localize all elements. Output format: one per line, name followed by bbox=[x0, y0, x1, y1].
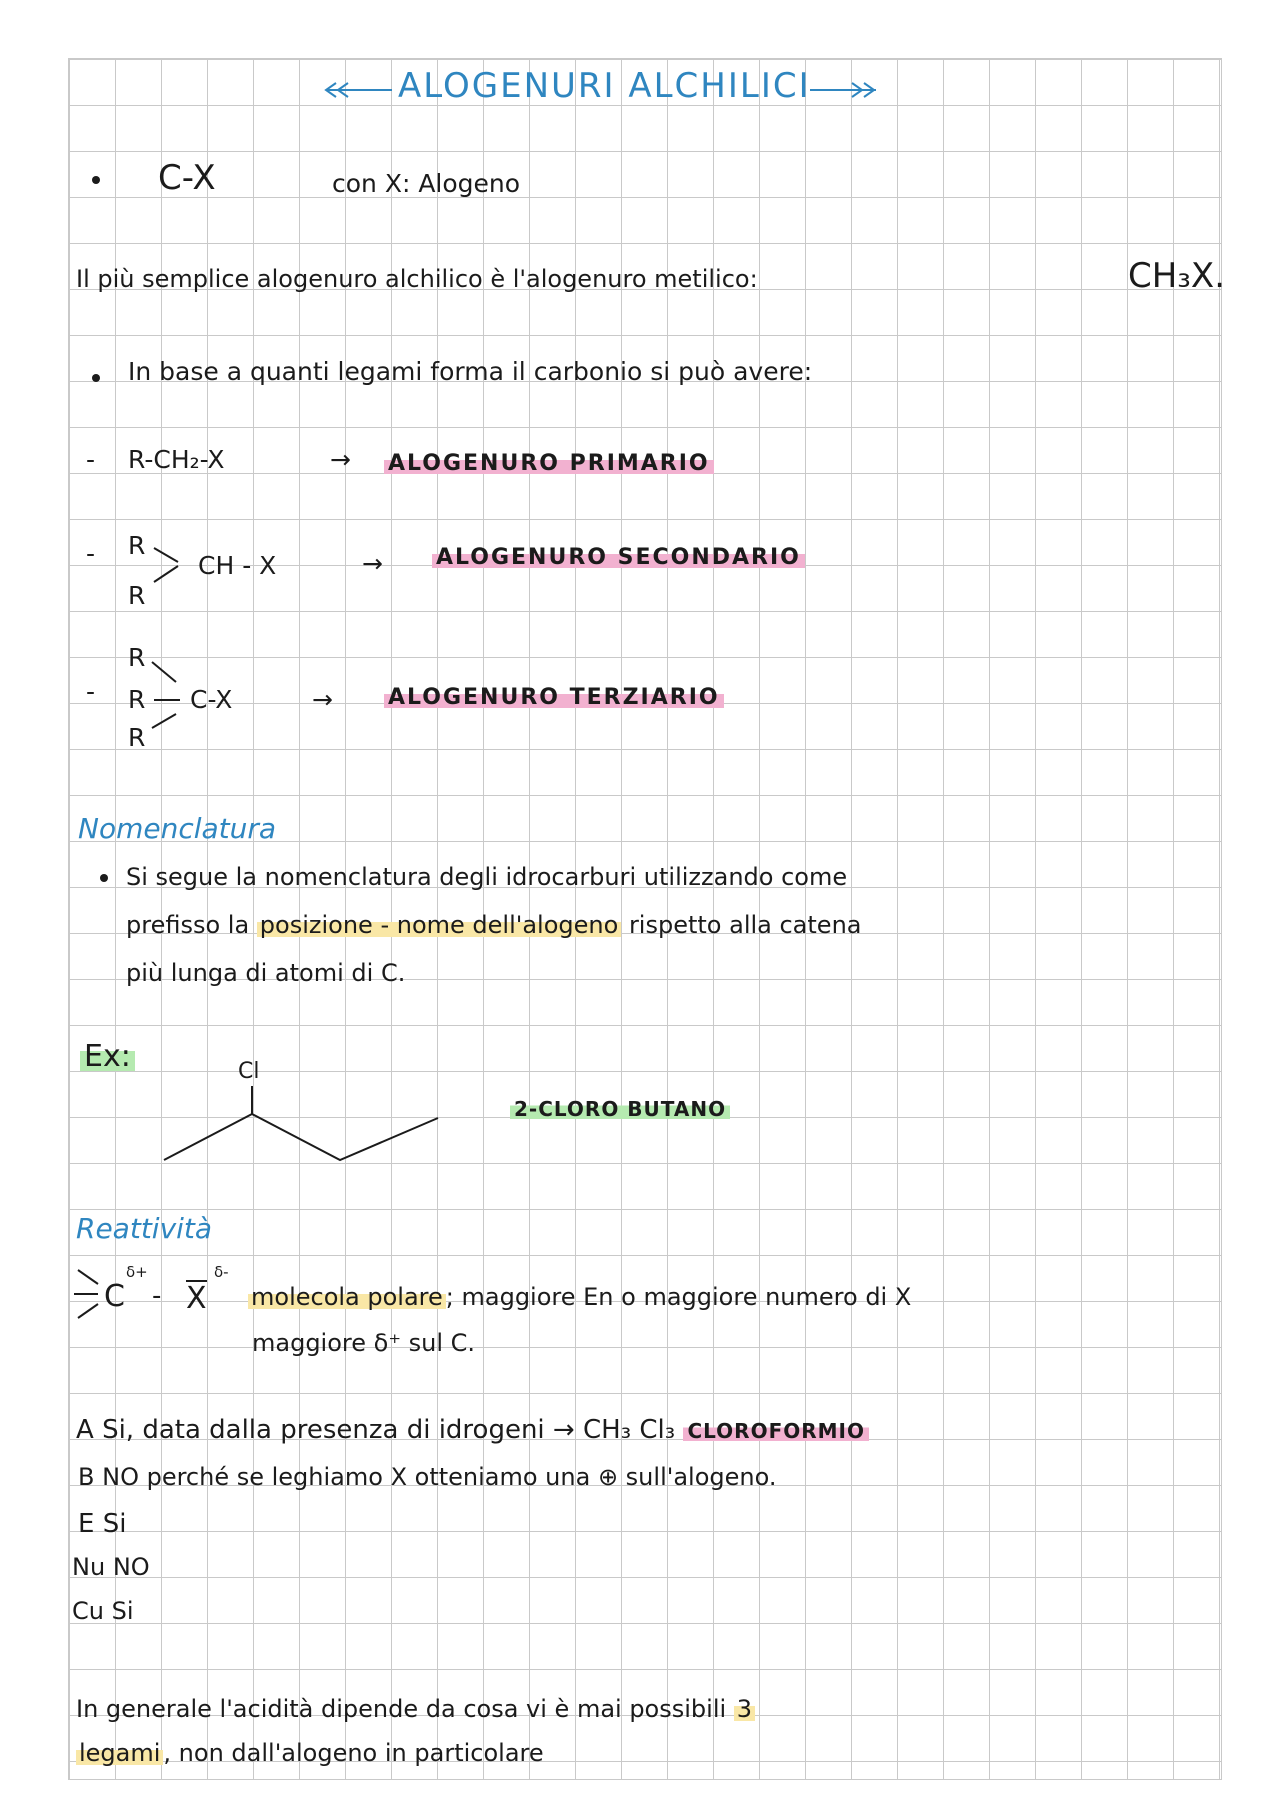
example-label: Ex: bbox=[80, 1040, 135, 1073]
classification-intro: In base a quanti legami forma il carbonio si può avere: bbox=[128, 357, 813, 386]
simplest-formula: CH₃X. bbox=[1128, 256, 1226, 296]
class-tertiary-r1: R bbox=[128, 643, 146, 672]
conclusion-line2: legami , non dall'alogeno in particolare bbox=[76, 1740, 544, 1766]
example-name: 2-CLORO BUTANO bbox=[510, 1098, 730, 1120]
class-secondary-r1: R bbox=[128, 531, 146, 560]
conclusion-line1: In generale l'acidità dipende da cosa vi è mai possibili 3 bbox=[76, 1696, 755, 1722]
reactivity-x-charge: δ- bbox=[214, 1263, 229, 1281]
dash-tertiary: - bbox=[86, 677, 96, 706]
answer-cu: Cu Si bbox=[72, 1597, 134, 1625]
answer-b: B NO perché se leghiamo X otteniamo una ⊕ sull'alogeno. bbox=[78, 1463, 777, 1491]
class-secondary-r2: R bbox=[128, 581, 146, 610]
bullet-icon bbox=[100, 874, 108, 882]
class-tertiary-r3: R bbox=[128, 723, 146, 752]
class-secondary-arrow-icon: → bbox=[362, 549, 383, 578]
reactivity-heading: Reattività bbox=[76, 1212, 213, 1245]
title-arrow-right-icon bbox=[808, 78, 880, 102]
class-tertiary-label: ALOGENURO TERZIARIO bbox=[384, 686, 724, 710]
reactivity-line2: maggiore δ⁺ sul C. bbox=[252, 1329, 476, 1357]
answer-nu: Nu NO bbox=[72, 1553, 150, 1581]
class-tertiary-r2: R bbox=[128, 685, 146, 714]
secondary-bonds-icon bbox=[148, 540, 188, 590]
dash-secondary: - bbox=[86, 539, 96, 568]
nomenclature-heading: Nomenclatura bbox=[78, 812, 277, 845]
nomenclature-line3: più lunga di atomi di C. bbox=[126, 959, 406, 987]
example-atom-cl: Cl bbox=[238, 1059, 260, 1084]
nomenclature-line1: Si segue la nomenclatura degli idrocarburi utilizzando come bbox=[126, 863, 848, 891]
bond-dash: - bbox=[152, 1281, 162, 1311]
class-tertiary-arrow-icon: → bbox=[312, 685, 333, 714]
bullet-icon bbox=[92, 374, 100, 382]
class-tertiary-formula: C-X bbox=[190, 685, 233, 714]
answer-a: A Si, data dalla presenza di idrogeni → CH₃ Cl₃ CLOROFORMIO bbox=[76, 1416, 869, 1445]
reactivity-c-charge: δ+ bbox=[126, 1263, 148, 1281]
class-primary-label: ALOGENURO PRIMARIO bbox=[384, 452, 714, 476]
definition-formula: C-X bbox=[158, 158, 216, 198]
class-primary-arrow-icon: → bbox=[330, 445, 351, 474]
reactivity-x-atom: X bbox=[186, 1281, 207, 1316]
title-arrow-left-icon bbox=[322, 78, 394, 102]
class-primary-formula: R-CH₂-X bbox=[128, 445, 225, 474]
definition-text: con X: Alogeno bbox=[332, 169, 521, 198]
page-title: ALOGENURI ALCHILICI bbox=[398, 66, 811, 106]
tertiary-bonds-icon bbox=[148, 656, 188, 736]
dash-primary: - bbox=[86, 445, 96, 474]
bullet-icon bbox=[92, 176, 100, 184]
reactivity-line1: molecola polare ; maggiore En o maggiore numero di X bbox=[248, 1284, 911, 1310]
simplest-text: Il più semplice alogenuro alchilico è l'alogenuro metilico: bbox=[76, 265, 758, 293]
answer-e: E Si bbox=[78, 1509, 127, 1539]
butane-skeletal-structure bbox=[160, 1056, 450, 1166]
reactivity-c-atom: C bbox=[104, 1279, 125, 1314]
nomenclature-line2: prefisso la posizione - nome dell'alogeno rispetto alla catena bbox=[126, 911, 862, 939]
class-secondary-label: ALOGENURO SECONDARIO bbox=[432, 546, 805, 570]
class-secondary-formula: CH - X bbox=[198, 551, 277, 580]
